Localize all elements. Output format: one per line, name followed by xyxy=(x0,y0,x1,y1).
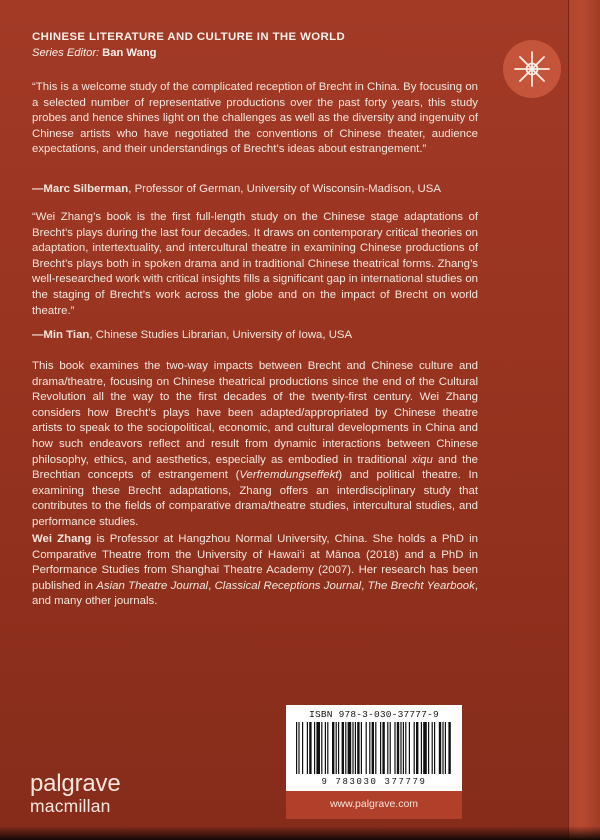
series-editor xyxy=(32,47,156,59)
bio-text-2: , and many other journals. xyxy=(32,579,478,608)
barcode-bar xyxy=(336,722,337,774)
barcode-bar xyxy=(372,722,374,774)
barcode-bar xyxy=(369,722,370,774)
description-text-2: and the Brechtian concepts of estrangement ( xyxy=(32,453,478,482)
barcode-bar xyxy=(416,722,418,774)
endorser-name-2: —Min Tian xyxy=(32,329,90,341)
barcode-bar xyxy=(390,722,391,774)
barcode-bar xyxy=(400,722,401,774)
barcode-bar xyxy=(361,722,362,774)
author-name: Wei Zhang xyxy=(32,533,92,545)
barcode-bar xyxy=(366,722,367,774)
barcode-bar xyxy=(382,722,384,774)
barcode-bar xyxy=(387,722,388,774)
barcode-bar xyxy=(375,722,376,774)
endorser-name-1: —Marc Silberman xyxy=(32,183,129,195)
barcode-bar xyxy=(397,722,399,774)
barcode-bar xyxy=(352,722,353,774)
barcode-bar xyxy=(439,722,441,774)
series-editor-label: Series Editor: xyxy=(32,47,100,59)
publisher-logo-macmillan: macmillan xyxy=(30,796,111,816)
barcode-bar xyxy=(342,722,344,774)
series-title: CHINESE LITERATURE AND CULTURE IN THE WORLD xyxy=(32,31,346,43)
barcode-bar xyxy=(325,722,326,774)
barcode-bar xyxy=(434,722,435,774)
bio-sep-2: , xyxy=(361,579,368,592)
bio-text-1: is Professor at Hangzhou Normal University, China. She holds a PhD in Comparative Theatre from the University of Hawai‘i at Mānoa (2018) and a PhD in Performance Studies from Shanghai Theatre Academy (2007). Her research has been published in xyxy=(32,533,478,592)
barcode-bar xyxy=(298,722,299,774)
barcode-bar xyxy=(307,722,308,774)
barcode-bar xyxy=(442,722,443,774)
publisher-url-panel xyxy=(286,791,462,819)
publisher-url: www.palgrave.com xyxy=(329,798,419,810)
barcode-bar xyxy=(421,722,422,774)
endorser-affiliation-2: , Chinese Studies Librarian, University of Iowa, USA xyxy=(89,329,353,341)
publisher-logo-palgrave: palgrave xyxy=(30,770,121,797)
endorsement-attribution-2 xyxy=(32,328,478,344)
description-text-1: This book examines the two-way impacts between Brecht and Chinese culture and drama/theatre, focusing on Chinese theatrical productions since the end of the Cultural Revolution all the way to the first decades of the twenty-first century. Wei Zhang considers how Brecht’s plays have been adapted/appropriated by Chinese theatre artists to speak to the sociopolitical, economic, and cultural developments in China and how such endeavors reflect and result from dynamic interactions between Chinese philosophy, ethics, and aesthetics, especially as embodied in traditional xyxy=(32,360,478,466)
book-spine-edge xyxy=(568,0,600,840)
palgrave-star-emblem-icon xyxy=(503,40,561,98)
barcode-bar xyxy=(423,722,427,774)
barcode-bar xyxy=(327,722,328,774)
series-editor-name: Ban Wang xyxy=(102,47,157,59)
barcode-bar xyxy=(448,722,450,774)
barcode-bar xyxy=(332,722,334,774)
barcode-bar xyxy=(445,722,446,774)
description-text-3: ) and political theatre. In examining these Brecht adaptations, Zhang offers an interdisciplinary study that contributes to the fields of comparative drama/theatre studies, intercultural studies, and performance studies. xyxy=(32,469,478,528)
barcode-bar xyxy=(409,722,410,774)
barcode-bar xyxy=(394,722,395,774)
barcode-bar xyxy=(345,722,346,774)
barcode-bar xyxy=(380,722,381,774)
author-bio xyxy=(32,532,478,610)
barcode-bar xyxy=(296,722,297,774)
endorser-affiliation-1: , Professor of German, University of Wisconsin-Madison, USA xyxy=(128,183,441,195)
barcode-bar xyxy=(338,722,339,774)
barcode-bar xyxy=(414,722,415,774)
bio-journal-2: Classical Receptions Journal xyxy=(214,579,362,592)
description-italic-term: Verfremdungseffekt xyxy=(239,469,339,482)
barcode-bar xyxy=(355,722,356,774)
barcode-bar xyxy=(309,722,311,774)
barcode-image xyxy=(294,722,454,776)
bio-journal-3: The Brecht Yearbook xyxy=(367,579,475,592)
barcode-bar xyxy=(302,722,303,774)
barcode-bar xyxy=(348,722,352,774)
endorsement-attribution-1 xyxy=(32,182,478,198)
barcode-bar xyxy=(357,722,359,774)
bottom-shadow xyxy=(0,826,600,840)
description-italic-xiqu: xiqu xyxy=(411,453,433,466)
barcode-bar xyxy=(403,722,404,774)
endorsement-quote-2: “Wei Zhang’s book is the first full-length study on the Chinese stage adaptations of Brecht’s plays during the last four decades. It draws on contemporary critical theories on adaptation, intertextuality, and intercultural theatre in examining Chinese productions of Brecht’s plays both in spoken drama and in traditional Chinese theatrical forms. Zhang’s well-researched work with critical insights fills a significant gap in international studies on the staging of Brecht’s work across the globe and on the impact of Brecht on world theatre.” xyxy=(32,211,478,317)
barcode-bar xyxy=(321,722,322,774)
isbn-text: ISBN 978-3-030-37777-9 xyxy=(309,709,439,720)
bio-sep-1: , xyxy=(208,579,215,592)
barcode-bar xyxy=(314,722,315,774)
barcode-bar xyxy=(428,722,429,774)
barcode-bar xyxy=(316,722,320,774)
barcode-digits: 9 783030 377779 xyxy=(321,777,427,787)
endorsement-quote-1: “This is a welcome study of the complicated reception of Brecht in China. By focusing on a selected number of representative productions over the past forty years, this study probes and hence shines light on the challenges as well as the diversity and ingenuity of Chinese artists who have negotiated the conventions of Chinese theater, audience expectations, and their understandings of Brecht’s ideas about estrangement.” xyxy=(32,81,478,156)
isbn-barcode-panel xyxy=(286,705,462,791)
barcode-bar xyxy=(432,722,433,774)
bio-journal-1: Asian Theatre Journal xyxy=(96,579,209,592)
book-description xyxy=(32,359,478,531)
barcode-bar xyxy=(405,722,406,774)
